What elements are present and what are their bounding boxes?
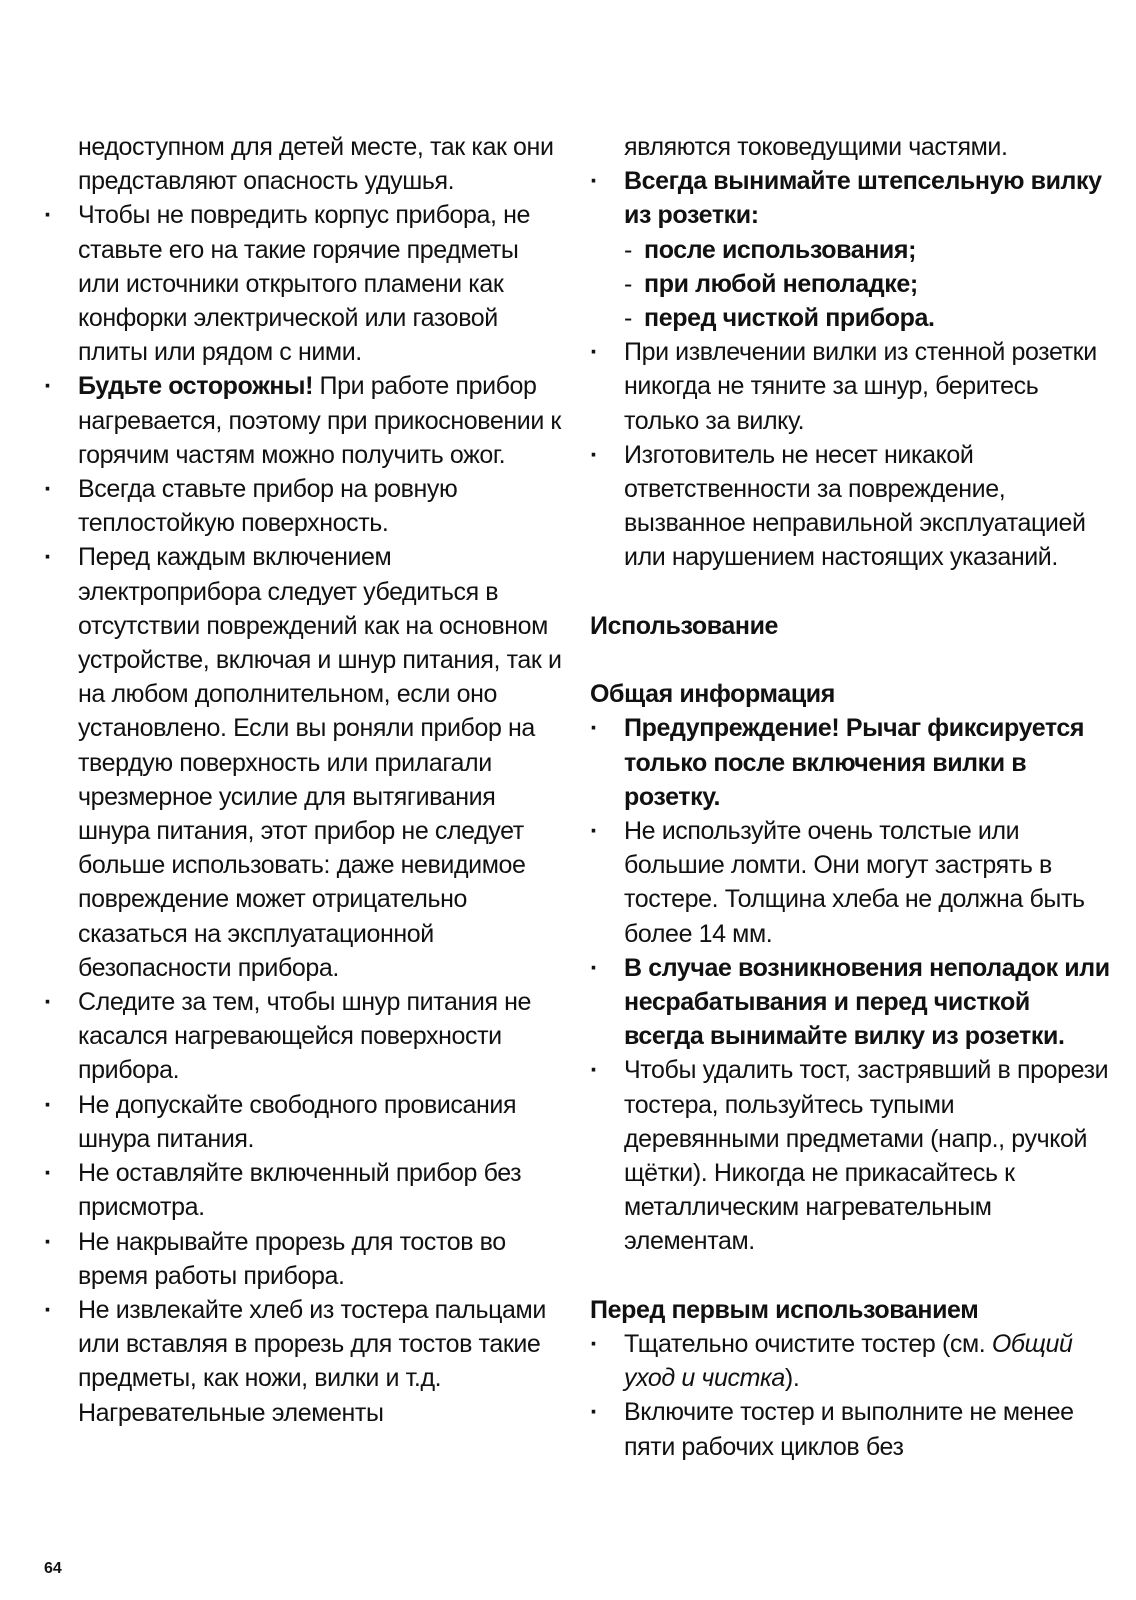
bullet-item: · Не накрывайте прорезь для тостов во время работы прибора. bbox=[44, 1225, 564, 1293]
bullet-item-bold: · В случае возникновения неполадок или несрабатывания и перед чисткой всегда вынимайте вилку из розетки. bbox=[590, 951, 1115, 1054]
bullet-item: · При извлечении вилки из стенной розетки никогда не тяните за шнур, беритесь только за вилку. bbox=[590, 335, 1115, 438]
left-column bbox=[44, 130, 564, 1430]
bullet-item bbox=[590, 1327, 1115, 1395]
dash-item: - перед чисткой прибора. bbox=[590, 301, 1115, 335]
bullet-item: · Не используйте очень толстые или большие ломти. Они могут застрять в тостере. Толщина хлеба не должна быть более 14 мм. bbox=[590, 814, 1115, 951]
bullet-item: · Не допускайте свободного провисания шнура питания. bbox=[44, 1088, 564, 1156]
paragraph-continuation: являются токоведущими частями. bbox=[624, 133, 1008, 161]
bullet-text: ). bbox=[784, 1364, 800, 1393]
subsection-heading: Общая информация bbox=[590, 680, 835, 709]
paragraph-continuation: недоступном для детей месте, так как они представляют опасность удушья. bbox=[78, 133, 554, 196]
bullet-item-bold: · Всегда вынимайте штепсельную вилку из розетки: bbox=[590, 164, 1115, 232]
bullet-item: · Следите за тем, чтобы шнур питания не касался нагревающейся поверхности прибора. bbox=[44, 985, 564, 1088]
bullet-item: · Изготовитель не несет никакой ответственности за повреждение, вызванное неправильной эксплуатацией или нарушением настоящих указаний. bbox=[590, 438, 1115, 575]
bullet-item: · Перед каждым включением электроприбора следует убедиться в отсутствии повреждений как на основном устройстве, включая и шнур питания, так и на любом дополнительном, если оно установлено. Если вы роняли прибор на твердую поверхность или прилагали чрезмерное усилие для вытягивания шнура питания, этот прибор не следует больше использовать: даже невидимое повреждение может отрицательно сказаться на эксплуатационной безопасности прибора. bbox=[44, 540, 564, 985]
bullet-item: · Не извлекайте хлеб из тостера пальцами или вставляя в прорезь для тостов такие предметы, как ножи, вилки и т.д. Нагревательные элементы bbox=[44, 1293, 564, 1430]
dash-item: - после использования; bbox=[590, 233, 1115, 267]
bullet-item bbox=[44, 369, 564, 472]
subsection-heading: Перед первым использованием bbox=[590, 1295, 979, 1324]
section-heading: Использование bbox=[590, 611, 779, 640]
spacer bbox=[590, 643, 1115, 677]
cross-reference: Общий уход и чистка bbox=[624, 1330, 1073, 1393]
bullet-item-bold: · Предупреждение! Рычаг фиксируется только после включения вилки в розетку. bbox=[590, 711, 1115, 814]
warning-label: Будьте осторожны! bbox=[78, 372, 313, 401]
bullet-item: · Не оставляйте включенный прибор без присмотра. bbox=[44, 1156, 564, 1224]
bullet-item: · Чтобы не повредить корпус прибора, не ставьте его на такие горячие предметы или источники открытого пламени как конфорки электрической или газовой плиты или рядом с ними. bbox=[44, 198, 564, 369]
page-number: 64 bbox=[44, 1560, 62, 1577]
bullet-text: Тщательно очистите тостер (см. bbox=[624, 1330, 992, 1359]
right-column bbox=[590, 130, 1115, 1464]
spacer bbox=[590, 1259, 1115, 1293]
dash-item: - при любой неполадке; bbox=[590, 267, 1115, 301]
bullet-item: · Чтобы удалить тост, застрявший в прорези тостера, пользуйтесь тупыми деревянными предметами (напр., ручкой щётки). Никогда не прикасайтесь к металлическим нагревательным элементам. bbox=[590, 1053, 1115, 1258]
bullet-item: · Всегда ставьте прибор на ровную теплостойкую поверхность. bbox=[44, 472, 564, 540]
spacer bbox=[590, 575, 1115, 609]
bullet-item: · Включите тостер и выполните не менее пяти рабочих циклов без bbox=[590, 1395, 1115, 1463]
bullet-text: При работе прибор нагревается, поэтому при прикосновении к горячим частям можно получить ожог. bbox=[78, 372, 561, 469]
